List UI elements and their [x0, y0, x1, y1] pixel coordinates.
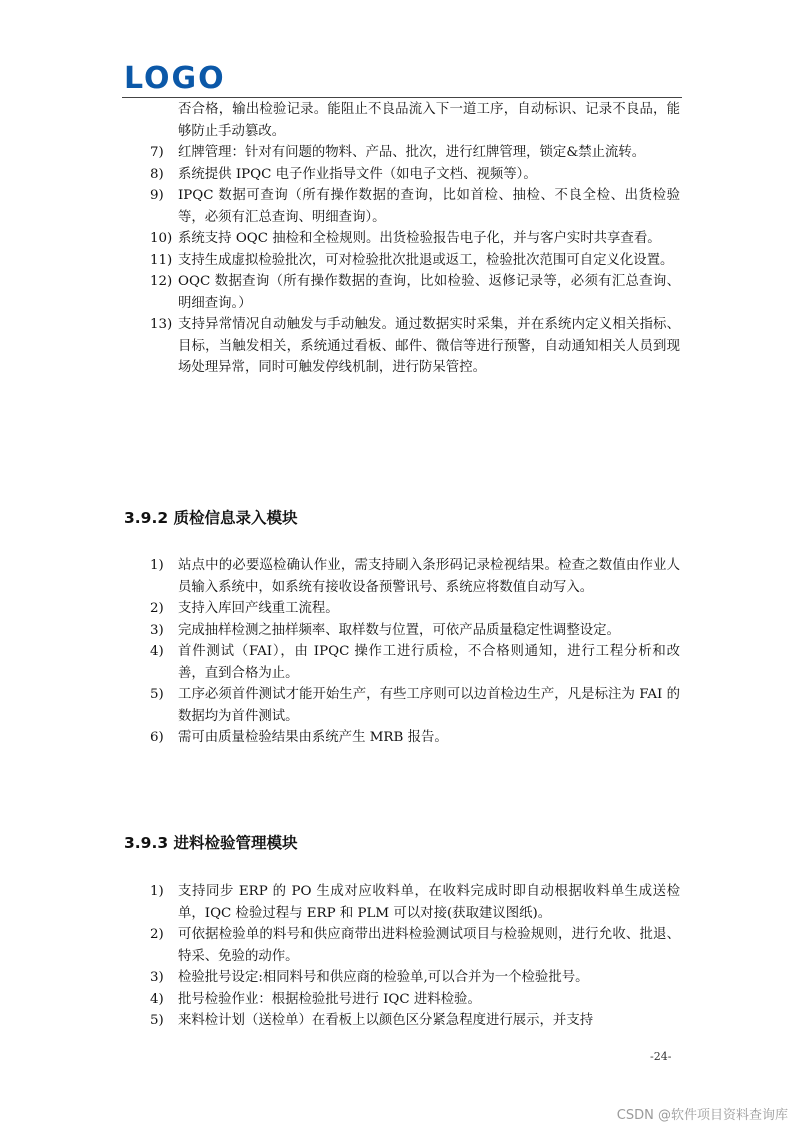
list-item	[0, 142, 800, 164]
list-item	[0, 228, 800, 250]
list-item-number: 9)	[150, 188, 164, 203]
list-item-number: 1)	[150, 558, 164, 573]
list-item-number: 4)	[150, 644, 164, 659]
list-item	[0, 641, 800, 684]
list-item-number: 11)	[150, 252, 173, 268]
list-item	[0, 620, 800, 642]
section-heading-3-9-3: 3.9.3 进料检验管理模块	[124, 834, 298, 852]
page-number: -24-	[650, 1050, 672, 1063]
list-item-number: 13)	[150, 317, 173, 332]
list-item	[0, 967, 800, 989]
list-item-text: 批号检验作业：根据检验批号进行 IQC 进料检验。	[178, 991, 481, 1007]
list-item-number: 8)	[150, 166, 164, 182]
list-item-text: 系统提供 IPQC 电子作业指导文件（如电子文档、视频等）。	[178, 166, 537, 182]
list-item-text: 红牌管理：针对有问题的物料、产品、批次，进行红牌管理，锁定&禁止流转。	[178, 145, 646, 160]
list-item	[0, 99, 800, 142]
list-item-number: 4)	[150, 991, 164, 1007]
list-item	[0, 989, 800, 1011]
list-item-number: 3)	[150, 970, 164, 985]
list-item-number: 2)	[150, 927, 164, 942]
section-3-9-2-list	[0, 555, 800, 749]
list-item-text: 否合格，输出检验记录。能阻止不良品流入下一道工序，自动标识、记录不良品，能够防止手动篡改。	[178, 102, 680, 139]
list-item-number: 10)	[150, 231, 173, 246]
list-item	[0, 924, 800, 967]
list-item-text: 支持异常情况自动触发与手动触发。通过数据实时采集，并在系统内定义相关指标、目标，当触发相关，系统通过看板、邮件、微信等进行预警，自动通知相关人员到现场处理异常，同时可触发停线机制，进行防呆管控。	[178, 317, 680, 375]
list-item-number: 7)	[150, 145, 164, 160]
header-divider	[122, 97, 682, 98]
list-item	[0, 185, 800, 228]
list-item-number: 3)	[150, 622, 164, 638]
list-item-number: 6)	[150, 730, 164, 745]
list-item-text: 工序必须首件测试才能开始生产，有些工序则可以边首检边生产，凡是标注为 FAI 的数据均为首件测试。	[178, 687, 680, 724]
list-item-text: 需可由质量检验结果由系统产生 MRB 报告。	[178, 730, 448, 745]
top-list	[0, 99, 800, 379]
list-item-text: 系统支持 OQC 抽检和全检规则。出货检验报告电子化，并与客户实时共享查看。	[178, 231, 661, 246]
list-item-text: 支持同步 ERP 的 PO 生成对应收料单，在收料完成时即自动根据收料单生成送检单，IQC 检验过程与 ERP 和 PLM 可以对接(获取建议图纸)。	[178, 884, 680, 921]
list-item-number: 12)	[150, 274, 173, 289]
list-item-text: 来料检计划（送检单）在看板上以颜色区分紧急程度进行展示，并支持	[178, 1013, 594, 1028]
section-3-9-3-list	[0, 881, 800, 1032]
list-item-text: 完成抽样检测之抽样频率、取样数与位置，可依产品质量稳定性调整设定。	[178, 622, 620, 638]
list-item-text: 站点中的必要巡检确认作业，需支持刷入条形码记录检视结果。检查之数值由作业人员输入系统中，如系统有接收设备预警讯号、系统应将数值自动写入。	[178, 558, 680, 595]
list-item-number: 2)	[150, 601, 164, 616]
list-item	[0, 555, 800, 598]
list-item-text: 支持生成虚拟检验批次，可对检验批次批退或返工，检验批次范围可自定义化设置。	[178, 252, 674, 268]
list-item	[0, 684, 800, 727]
list-item-text: 可依据检验单的料号和供应商带出进料检验测试项目与检验规则，进行允收、批退、特采、免验的动作。	[178, 927, 680, 964]
list-item-text: OQC 数据查询（所有操作数据的查询，比如检验、返修记录等，必须有汇总查询、明细查询。）	[178, 274, 680, 311]
list-item-text: 检验批号设定:相同料号和供应商的检验单,可以合并为一个检验批号。	[178, 970, 589, 985]
list-item-text: 支持入库回产线重工流程。	[178, 601, 339, 616]
watermark: CSDN @软件项目资料查询库	[616, 1108, 788, 1123]
list-item	[0, 881, 800, 924]
list-item-number: 5)	[150, 687, 164, 702]
list-item	[0, 727, 800, 749]
list-item	[0, 271, 800, 314]
list-item	[0, 164, 800, 186]
list-item	[0, 598, 800, 620]
logo: LOGO	[124, 61, 226, 96]
list-item	[0, 250, 800, 272]
list-item-number: 5)	[150, 1013, 164, 1028]
list-item-number: 1)	[150, 884, 164, 899]
list-item-text: 首件测试（FAI），由 IPQC 操作工进行质检，不合格则通知，进行工程分析和改善，直到合格为止。	[178, 644, 680, 681]
section-heading-3-9-2: 3.9.2 质检信息录入模块	[124, 509, 298, 527]
list-item	[0, 1010, 800, 1032]
list-item	[0, 314, 800, 379]
list-item-text: IPQC 数据可查询（所有操作数据的查询，比如首检、抽检、不良全检、出货检验等，必须有汇总查询、明细查询）。	[178, 188, 680, 225]
